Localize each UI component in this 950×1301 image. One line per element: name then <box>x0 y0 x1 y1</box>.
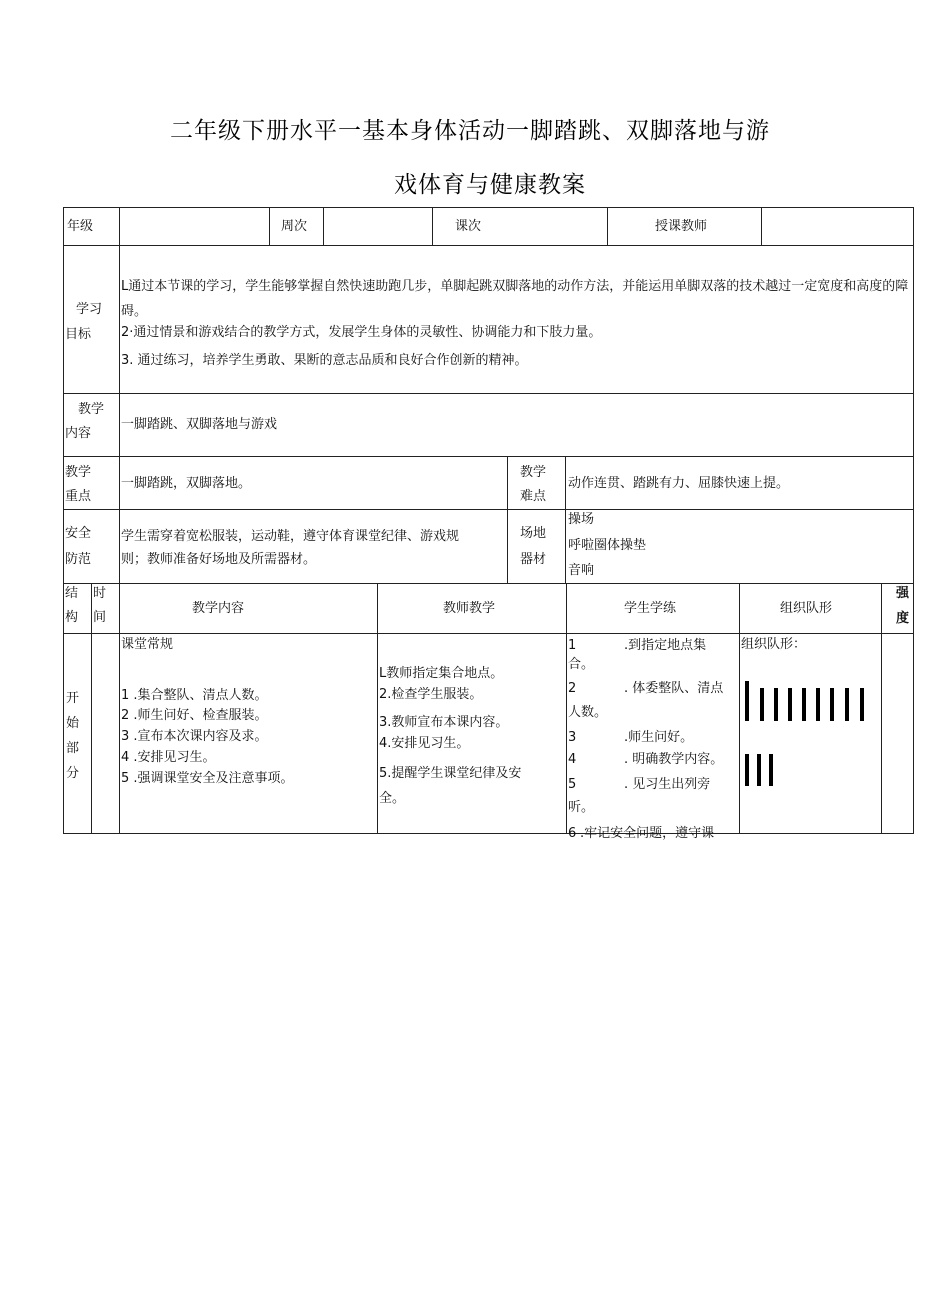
formation-line <box>745 754 749 786</box>
venue-item: 操场 <box>568 512 595 527</box>
student-item-text: . 明确教学内容。 <box>624 752 724 767</box>
teacher-item: 2.检查学生服装。 <box>379 687 483 702</box>
safety-line-1: 学生需穿着宽松服装，运动鞋，遵守体育课堂纪律、游戏规 <box>121 529 460 544</box>
student-item-num: 5 <box>568 777 577 792</box>
content-item: 4 .安排见习生。 <box>121 750 216 765</box>
formation-line <box>745 681 749 721</box>
student-practice-cell <box>567 634 739 841</box>
section-label-char: 开 <box>66 691 80 706</box>
teacher-label: 授课教师 <box>655 219 708 234</box>
difficulty-value: 动作连贯、踏跳有力、屈膝快速上提。 <box>568 476 790 491</box>
key-points-label-1: 教学 <box>65 465 92 480</box>
safety-line-2: 则；教师准备好场地及所需器材。 <box>121 552 317 567</box>
key-points-label-2: 重点 <box>65 489 92 504</box>
objective-item-2: 2·通过情景和游戏结合的教学方式，发展学生身体的灵敏性、协调能力和下肢力量。 <box>121 325 602 340</box>
formation-line <box>845 688 849 721</box>
formation-line <box>788 688 792 721</box>
intensity-header-1: 强 <box>896 586 910 601</box>
formation-line <box>774 688 778 721</box>
student-item-text: .到指定地点集 <box>624 638 707 653</box>
objective-item-3: 3. 通过练习，培养学生勇敢、果断的意志品质和良好合作创新的精神。 <box>121 353 528 368</box>
student-item-num: 6 <box>568 826 577 841</box>
formation-line <box>830 688 834 721</box>
lesson-label: 课次 <box>455 219 482 234</box>
formation-line <box>860 688 864 721</box>
venue-label-1: 场地 <box>520 526 547 541</box>
teacher-item: 5.提醒学生课堂纪律及安 <box>379 766 522 781</box>
content-label-2: 内容 <box>65 426 92 441</box>
document-title-line-2: 戏体育与健康教案 <box>394 172 586 198</box>
content-item: 2 .师生问好、检查服装。 <box>121 708 268 723</box>
formation-line <box>760 688 764 721</box>
safety-label-1: 安全 <box>65 526 92 541</box>
student-item-text: . 体委整队、清点 <box>624 681 724 696</box>
student-item-num: 4 <box>568 752 577 767</box>
key-points-value: 一脚踏跳，双脚落地。 <box>121 476 252 491</box>
formation-line <box>816 688 820 721</box>
student-item-num: 2 <box>568 681 577 696</box>
section-label-char: 部 <box>66 741 80 756</box>
structure-header-2: 构 <box>65 610 79 625</box>
formation-line <box>769 754 773 786</box>
student-item-text: . 见习生出列旁 <box>624 777 711 792</box>
student-item-text: .师生问好。 <box>624 730 694 745</box>
teacher-item: L教师指定集合地点。 <box>379 666 504 681</box>
structure-header-1: 结 <box>65 586 79 601</box>
week-label: 周次 <box>281 219 308 234</box>
content-item: 5 .强调课堂安全及注意事项。 <box>121 771 294 786</box>
venue-label-2: 器材 <box>520 552 547 567</box>
student-item-text: 人数。 <box>568 705 608 720</box>
time-header-2: 间 <box>93 610 107 625</box>
content-item: 3 .宣布本次课内容及求。 <box>121 729 268 744</box>
content-value: 一脚踏跳、双脚落地与游戏 <box>121 417 278 432</box>
formation-label: 组织队形： <box>741 637 807 652</box>
teacher-column-header: 教师教学 <box>443 601 496 616</box>
section-label-char: 始 <box>66 716 80 731</box>
student-item-text: 合。 <box>568 657 595 672</box>
content-heading: 课堂常规 <box>121 637 174 652</box>
venue-item: 音响 <box>568 563 595 578</box>
document-title-line-1: 二年级下册水平一基本身体活动一脚踏跳、双脚落地与游 <box>170 118 770 144</box>
grade-label: 年级 <box>67 219 94 234</box>
content-column-header: 教学内容 <box>192 601 245 616</box>
difficulty-label-2: 难点 <box>520 489 547 504</box>
formation-column-header: 组织队形 <box>780 601 833 616</box>
formation-line <box>802 688 806 721</box>
safety-label-2: 防范 <box>65 552 92 567</box>
objectives-label-2: 目标 <box>65 327 92 342</box>
formation-line <box>757 754 761 786</box>
objective-item-1: L通过本节课的学习，学生能够掌握自然快速助跑几步，单脚起跳双脚落地的动作方法，并能运用单脚双落的技术越过一定宽度和高度的障碍。 <box>121 279 909 319</box>
teacher-item: 全。 <box>379 791 406 806</box>
section-label-char: 分 <box>66 766 80 781</box>
student-item-text: .牢记安全问题，遵守课 <box>580 826 715 841</box>
objectives-label-1: 学习 <box>76 302 103 317</box>
student-item-num: 1 <box>568 638 577 653</box>
intensity-header-2: 度 <box>896 611 910 626</box>
student-column-header: 学生学练 <box>624 601 677 616</box>
difficulty-label-1: 教学 <box>520 465 547 480</box>
time-header-1: 时 <box>93 586 107 601</box>
venue-item: 呼啦圈体操垫 <box>568 538 647 553</box>
content-label-1: 教学 <box>78 402 105 417</box>
student-item-text: 听。 <box>568 800 595 815</box>
teacher-item: 3.教师宣布本课内容。 <box>379 715 509 730</box>
content-item: 1 .集合整队、清点人数。 <box>121 688 268 703</box>
student-item-num: 3 <box>568 730 577 745</box>
teacher-item: 4.安排见习生。 <box>379 736 470 751</box>
